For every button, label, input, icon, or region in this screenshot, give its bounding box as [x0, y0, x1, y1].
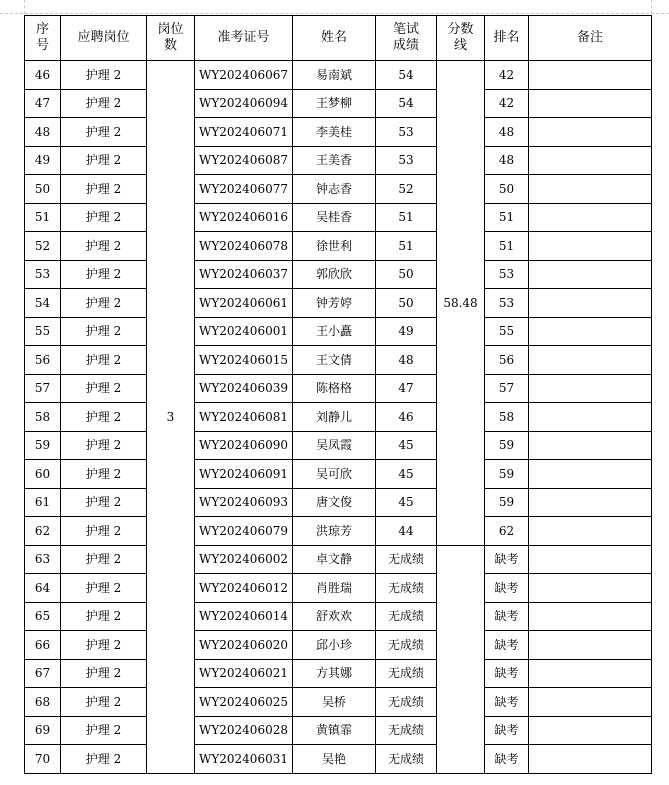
- cell-position: 护理 2: [61, 631, 147, 660]
- cell-score: 45: [376, 488, 437, 517]
- cell-remark: [529, 688, 652, 717]
- cell-name: 肖胜瑞: [293, 574, 376, 603]
- cell-remark: [529, 631, 652, 660]
- cell-score: 50: [376, 289, 437, 318]
- table-row: [25, 745, 652, 774]
- cell-seq: 59: [25, 431, 61, 460]
- cell-score: 50: [376, 260, 437, 289]
- table-header-row: [25, 16, 652, 61]
- cell-position: 护理 2: [61, 659, 147, 688]
- cell-name: 吴桥: [293, 688, 376, 717]
- header-seq: 序 号: [25, 16, 61, 61]
- cell-position: 护理 2: [61, 460, 147, 489]
- cell-remark: [529, 118, 652, 147]
- cell-name: 王小矗: [293, 317, 376, 346]
- cell-remark: [529, 517, 652, 546]
- cell-score: 51: [376, 203, 437, 232]
- cell-remark: [529, 203, 652, 232]
- cell-position: 护理 2: [61, 175, 147, 204]
- cell-name: 洪琼芳: [293, 517, 376, 546]
- cell-remark: [529, 346, 652, 375]
- cell-rank: 51: [485, 232, 529, 261]
- cell-seq: 70: [25, 745, 61, 774]
- cell-score: 53: [376, 118, 437, 147]
- cell-position: 护理 2: [61, 61, 147, 90]
- cell-position: 护理 2: [61, 346, 147, 375]
- cell-remark: [529, 488, 652, 517]
- cell-score: 53: [376, 146, 437, 175]
- page-margin-guide-left: [24, 0, 25, 14]
- cell-position: 护理 2: [61, 317, 147, 346]
- cell-remark: [529, 232, 652, 261]
- cell-score: 无成绩: [376, 716, 437, 745]
- cell-position: 护理 2: [61, 232, 147, 261]
- cell-position: 护理 2: [61, 203, 147, 232]
- header-position: 应聘岗位: [61, 16, 147, 61]
- cell-rank: 缺考: [485, 659, 529, 688]
- cell-quota-merged: 3: [147, 61, 195, 774]
- cell-rank: 59: [485, 431, 529, 460]
- cell-seq: 54: [25, 289, 61, 318]
- table-row: [25, 716, 652, 745]
- cell-rank: 42: [485, 61, 529, 90]
- cell-remark: [529, 374, 652, 403]
- cell-remark: [529, 716, 652, 745]
- cell-seq: 68: [25, 688, 61, 717]
- cell-exam-no: WY202406031: [195, 745, 293, 774]
- cell-exam-no: WY202406090: [195, 431, 293, 460]
- cell-exam-no: WY202406015: [195, 346, 293, 375]
- table-row: [25, 289, 652, 318]
- cell-name: 王美香: [293, 146, 376, 175]
- header-score: 笔试 成绩: [376, 16, 437, 61]
- cell-rank: 缺考: [485, 745, 529, 774]
- cell-exam-no: WY202406025: [195, 688, 293, 717]
- table-row: [25, 488, 652, 517]
- cell-score: 无成绩: [376, 745, 437, 774]
- cell-name: 吴桂香: [293, 203, 376, 232]
- cell-seq: 56: [25, 346, 61, 375]
- cell-rank: 59: [485, 488, 529, 517]
- cell-score: 无成绩: [376, 574, 437, 603]
- cell-name: 徐世利: [293, 232, 376, 261]
- cell-position: 护理 2: [61, 574, 147, 603]
- table-row: [25, 203, 652, 232]
- cell-remark: [529, 61, 652, 90]
- cell-position: 护理 2: [61, 517, 147, 546]
- cell-rank: 55: [485, 317, 529, 346]
- cell-remark: [529, 260, 652, 289]
- table-row: [25, 61, 652, 90]
- cell-remark: [529, 89, 652, 118]
- cell-rank: 59: [485, 460, 529, 489]
- cell-exam-no: WY202406071: [195, 118, 293, 147]
- cell-name: 方其娜: [293, 659, 376, 688]
- cell-exam-no: WY202406001: [195, 317, 293, 346]
- cell-position: 护理 2: [61, 488, 147, 517]
- cell-exam-no: WY202406078: [195, 232, 293, 261]
- cell-seq: 61: [25, 488, 61, 517]
- cell-position: 护理 2: [61, 745, 147, 774]
- cell-remark: [529, 659, 652, 688]
- table-row: [25, 317, 652, 346]
- table-row: [25, 374, 652, 403]
- header-rank: 排名: [485, 16, 529, 61]
- cell-rank: 58: [485, 403, 529, 432]
- table-row: [25, 574, 652, 603]
- cell-remark: [529, 317, 652, 346]
- cell-seq: 64: [25, 574, 61, 603]
- cell-score: 无成绩: [376, 631, 437, 660]
- cell-rank: 53: [485, 260, 529, 289]
- cell-exam-no: WY202406020: [195, 631, 293, 660]
- cell-rank: 51: [485, 203, 529, 232]
- cell-remark: [529, 146, 652, 175]
- cell-remark: [529, 745, 652, 774]
- cell-exam-no: WY202406039: [195, 374, 293, 403]
- cell-score: 46: [376, 403, 437, 432]
- cell-position: 护理 2: [61, 289, 147, 318]
- cell-score: 49: [376, 317, 437, 346]
- cell-score: 47: [376, 374, 437, 403]
- table-row: [25, 517, 652, 546]
- cell-cutoff-empty: [437, 545, 485, 773]
- table-row: [25, 431, 652, 460]
- cell-score: 无成绩: [376, 545, 437, 574]
- table-row: [25, 460, 652, 489]
- cell-name: 吴可欣: [293, 460, 376, 489]
- table-row: [25, 631, 652, 660]
- cell-name: 王梦柳: [293, 89, 376, 118]
- cell-rank: 缺考: [485, 688, 529, 717]
- table-row: [25, 688, 652, 717]
- cell-remark: [529, 431, 652, 460]
- cell-exam-no: WY202406016: [195, 203, 293, 232]
- cell-exam-no: WY202406002: [195, 545, 293, 574]
- cell-exam-no: WY202406094: [195, 89, 293, 118]
- cell-name: 卓文静: [293, 545, 376, 574]
- cell-position: 护理 2: [61, 602, 147, 631]
- table-row: [25, 146, 652, 175]
- cell-position: 护理 2: [61, 146, 147, 175]
- header-quota: 岗位 数: [147, 16, 195, 61]
- cell-score: 45: [376, 460, 437, 489]
- cell-exam-no: WY202406037: [195, 260, 293, 289]
- cell-rank: 48: [485, 146, 529, 175]
- cell-score: 54: [376, 61, 437, 90]
- cell-score: 无成绩: [376, 602, 437, 631]
- cell-exam-no: WY202406028: [195, 716, 293, 745]
- cell-seq: 55: [25, 317, 61, 346]
- cell-seq: 65: [25, 602, 61, 631]
- cell-rank: 缺考: [485, 716, 529, 745]
- cell-exam-no: WY202406087: [195, 146, 293, 175]
- cell-rank: 57: [485, 374, 529, 403]
- cell-exam-no: WY202406081: [195, 403, 293, 432]
- table-row: [25, 659, 652, 688]
- table-body: [25, 61, 652, 774]
- cell-score: 无成绩: [376, 688, 437, 717]
- table-row: [25, 232, 652, 261]
- cell-name: 吴艳: [293, 745, 376, 774]
- cell-position: 护理 2: [61, 403, 147, 432]
- table-row: [25, 346, 652, 375]
- header-remark: 备注: [529, 16, 652, 61]
- cell-seq: 51: [25, 203, 61, 232]
- cell-name: 黄镇霏: [293, 716, 376, 745]
- cell-rank: 53: [485, 289, 529, 318]
- cell-rank: 48: [485, 118, 529, 147]
- cell-name: 刘静儿: [293, 403, 376, 432]
- cell-name: 钟志香: [293, 175, 376, 204]
- cell-exam-no: WY202406012: [195, 574, 293, 603]
- table-row: [25, 403, 652, 432]
- page-margin-guide-horizontal: [0, 13, 669, 14]
- cell-name: 钟芳婷: [293, 289, 376, 318]
- cell-position: 护理 2: [61, 545, 147, 574]
- cell-score: 无成绩: [376, 659, 437, 688]
- cell-name: 邱小珍: [293, 631, 376, 660]
- cell-seq: 60: [25, 460, 61, 489]
- cell-score: 44: [376, 517, 437, 546]
- cell-cutoff-merged: 58.48: [437, 61, 485, 546]
- cell-rank: 缺考: [485, 574, 529, 603]
- cell-position: 护理 2: [61, 374, 147, 403]
- table-row: [25, 89, 652, 118]
- cell-exam-no: WY202406077: [195, 175, 293, 204]
- cell-name: 郭欣欣: [293, 260, 376, 289]
- cell-exam-no: WY202406061: [195, 289, 293, 318]
- cell-seq: 48: [25, 118, 61, 147]
- cell-remark: [529, 460, 652, 489]
- cell-score: 52: [376, 175, 437, 204]
- cell-position: 护理 2: [61, 688, 147, 717]
- table-row: [25, 602, 652, 631]
- cell-seq: 69: [25, 716, 61, 745]
- cell-remark: [529, 289, 652, 318]
- cell-remark: [529, 545, 652, 574]
- cell-position: 护理 2: [61, 431, 147, 460]
- cell-score: 48: [376, 346, 437, 375]
- cell-rank: 缺考: [485, 602, 529, 631]
- cell-name: 吴凤霞: [293, 431, 376, 460]
- cell-seq: 49: [25, 146, 61, 175]
- cell-remark: [529, 602, 652, 631]
- table-row: [25, 260, 652, 289]
- cell-remark: [529, 403, 652, 432]
- cell-position: 护理 2: [61, 89, 147, 118]
- cell-seq: 63: [25, 545, 61, 574]
- cell-seq: 67: [25, 659, 61, 688]
- header-name: 姓名: [293, 16, 376, 61]
- cell-rank: 56: [485, 346, 529, 375]
- cell-name: 王文倩: [293, 346, 376, 375]
- cell-exam-no: WY202406014: [195, 602, 293, 631]
- cell-exam-no: WY202406093: [195, 488, 293, 517]
- cell-score: 54: [376, 89, 437, 118]
- cell-rank: 42: [485, 89, 529, 118]
- cell-exam-no: WY202406079: [195, 517, 293, 546]
- cell-exam-no: WY202406067: [195, 61, 293, 90]
- cell-exam-no: WY202406091: [195, 460, 293, 489]
- cell-seq: 47: [25, 89, 61, 118]
- cell-position: 护理 2: [61, 118, 147, 147]
- cell-seq: 53: [25, 260, 61, 289]
- cell-name: 舒欢欢: [293, 602, 376, 631]
- cell-score: 45: [376, 431, 437, 460]
- cell-name: 唐文俊: [293, 488, 376, 517]
- cell-seq: 50: [25, 175, 61, 204]
- table-row: [25, 118, 652, 147]
- cell-seq: 52: [25, 232, 61, 261]
- cell-seq: 58: [25, 403, 61, 432]
- cell-remark: [529, 175, 652, 204]
- cell-rank: 50: [485, 175, 529, 204]
- cell-rank: 62: [485, 517, 529, 546]
- page-margin-guide-right: [651, 0, 652, 14]
- header-cutoff: 分数 线: [437, 16, 485, 61]
- table-row: [25, 175, 652, 204]
- cell-position: 护理 2: [61, 716, 147, 745]
- table-row: [25, 545, 652, 574]
- cell-score: 51: [376, 232, 437, 261]
- cell-rank: 缺考: [485, 631, 529, 660]
- cell-exam-no: WY202406021: [195, 659, 293, 688]
- cell-position: 护理 2: [61, 260, 147, 289]
- cell-seq: 66: [25, 631, 61, 660]
- cell-name: 李美桂: [293, 118, 376, 147]
- header-exam-no: 准考证号: [195, 16, 293, 61]
- cell-name: 陈格格: [293, 374, 376, 403]
- cell-seq: 57: [25, 374, 61, 403]
- score-table: [24, 15, 652, 774]
- cell-remark: [529, 574, 652, 603]
- cell-seq: 46: [25, 61, 61, 90]
- cell-rank: 缺考: [485, 545, 529, 574]
- cell-name: 易南斌: [293, 61, 376, 90]
- cell-seq: 62: [25, 517, 61, 546]
